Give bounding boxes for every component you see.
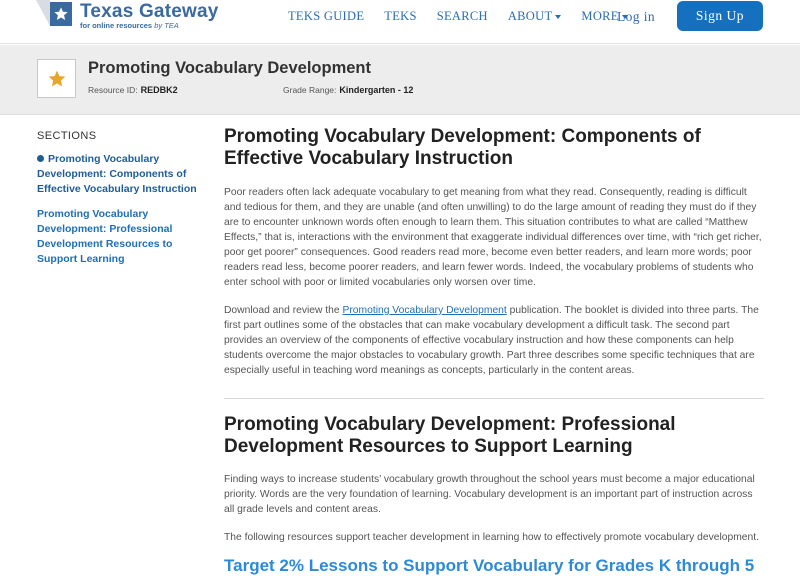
nav-teks[interactable]: TEKS	[384, 9, 417, 23]
nav-more[interactable]: MORE	[581, 9, 627, 24]
logo-mark-icon	[36, 0, 76, 30]
sections-sidebar	[37, 130, 207, 277]
sidebar-item-components[interactable]: Promoting Vocabulary Development: Components of Effective Vocabulary Instruction	[37, 153, 197, 195]
login-link[interactable]: Log in	[617, 9, 656, 24]
section-paragraph: Poor readers often lack adequate vocabulary to get meaning from what they read. Consequently, reading is difficult and tedious for them, and they are unable (and often unwilling) to do the large amount of reading they must do if they are to encounter unknown words often enough to learn them. This situation contributes to what are called “Matthew Effects,” that is, interactions with the environment that exaggerate individual differences over time, with “rich get richer, poor get poorer” consequences. Good readers read more, become even better readers, and learn more words; poor readers read less, become poorer readers, and learn fewer words. Indeed, the vocabulary problems of students who enter school with poor or limited vocabularies only worsen over time.	[224, 187, 762, 288]
favorite-button[interactable]	[37, 59, 76, 98]
resource-id: Resource ID: REDBK2	[88, 85, 178, 95]
nav-teks-guide[interactable]: TEKS GUIDE	[288, 9, 365, 23]
publication-link[interactable]: Promoting Vocabulary Development	[342, 305, 507, 316]
resource-header	[0, 45, 800, 115]
nav-search[interactable]: SEARCH	[436, 9, 488, 23]
main-content	[224, 125, 764, 576]
section-paragraph: Finding ways to increase students’ vocabulary growth throughout the school years must become a major educational priority. Words are the very foundation of learning. Vocabulary development is an important part of instruction across all grade levels and content areas.	[224, 474, 755, 515]
section-heading-professional-development: Promoting Vocabulary Development: Professional Development Resources to Support Learning	[224, 414, 676, 457]
grade-range: Grade Range: Kindergarten - 12	[283, 85, 414, 95]
brand-name: Texas Gateway	[80, 1, 219, 22]
nav-about[interactable]: ABOUT	[508, 9, 562, 24]
sidebar-item-professional-development[interactable]: Promoting Vocabulary Development: Professional Development Resources to Support Learning	[37, 208, 173, 265]
star-icon	[47, 69, 67, 89]
resource-title: Promoting Vocabulary Development	[88, 59, 371, 77]
section-paragraph: Download and review the Promoting Vocabulary Development publication. The booklet is divided into three parts. The first part outlines some of the obstacles that can make vocabulary development a difficult task. The second part provides an overview of the components of effective vocabulary instruction and how these components can help students overcome the major obstacles to vocabulary growth. Part three describes some specific techniques that are especially useful in teaching word meanings as concepts, particularly in the content areas.	[224, 305, 759, 376]
texas-gateway-logo[interactable]	[36, 0, 219, 32]
main-nav	[288, 9, 648, 24]
active-bullet-icon	[37, 155, 44, 162]
brand-tagline: for online resources by TEA	[80, 21, 179, 30]
sidebar-heading: SECTIONS	[37, 130, 97, 142]
chevron-down-icon	[555, 15, 561, 19]
section-heading-components: Promoting Vocabulary Development: Components of Effective Vocabulary Instruction	[224, 126, 701, 169]
section-paragraph: The following resources support teacher development in learning how to effectively promote vocabulary development.	[224, 532, 759, 543]
signup-button[interactable]: Sign Up	[677, 1, 763, 31]
target-lessons-link[interactable]: Target 2% Lessons to Support Vocabulary for Grades K through 5	[224, 556, 755, 575]
section-divider	[224, 398, 764, 399]
top-nav	[0, 0, 800, 44]
